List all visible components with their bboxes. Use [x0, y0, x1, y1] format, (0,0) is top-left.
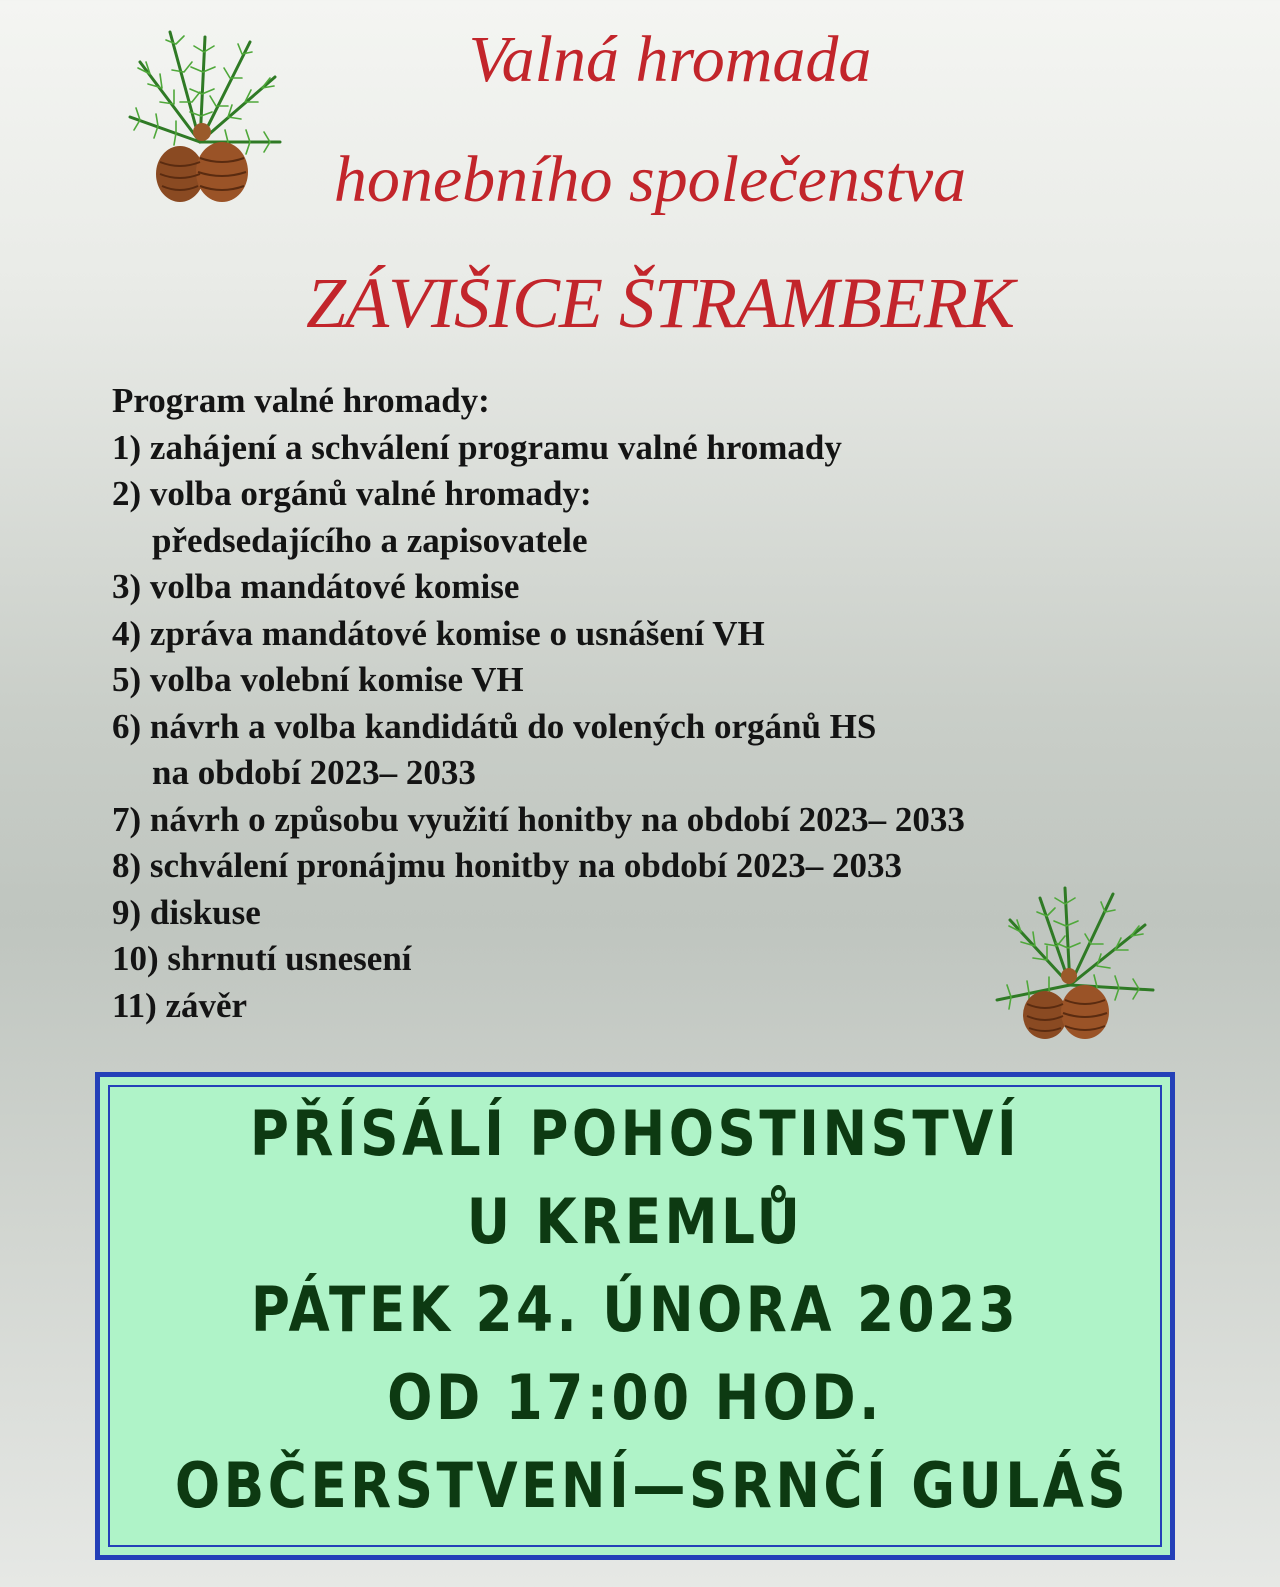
program-item: 6) návrh a volba kandidátů do volených orgánů HS	[112, 706, 877, 746]
venue-time: OD 17:00 HOD.	[387, 1361, 883, 1434]
program-item: 1) zahájení a schválení programu valné hromady	[112, 427, 842, 467]
program-item: 10) shrnutí usnesení	[112, 939, 412, 978]
program-item: 4) zpráva mandátové komise o usnášení VH	[112, 613, 765, 653]
program-heading: Program valné hromady:	[112, 381, 490, 420]
venue-line-2: U KREMLŮ	[466, 1185, 804, 1258]
program-item: 2) volba orgánů valné hromady:	[112, 474, 592, 513]
program-item: 9) diskuse	[112, 892, 261, 932]
program-item: 11) závěr	[112, 985, 248, 1025]
venue-box	[95, 1072, 1175, 1560]
program-item: 5) volba volební komise VH	[112, 660, 524, 699]
title-line-3: ZÁVIŠICE ŠTRAMBERK	[306, 263, 1014, 343]
venue-date: PÁTEK 24. ÚNORA 2023	[250, 1273, 1020, 1346]
venue-refreshment: OBČERSTVENÍ—SRNČÍ GULÁŠ	[174, 1449, 1130, 1522]
program-item: předsedajícího a zapisovatele	[152, 520, 588, 560]
venue-line-1: PŘÍSÁLÍ POHOSTINSTVÍ	[249, 1097, 1021, 1170]
title-line-2: honebního společenstva	[333, 143, 967, 216]
program-item: na období 2023– 2033	[152, 753, 476, 792]
program-item: 7) návrh o způsobu využití honitby na období 2023– 2033	[112, 799, 965, 839]
program-list	[112, 378, 1172, 1029]
title-line-1: Valná hromada	[468, 23, 872, 96]
program-item: 8) schválení pronájmu honitby na období 2023– 2033	[112, 846, 902, 885]
program-item: 3) volba mandátové komise	[112, 567, 520, 606]
